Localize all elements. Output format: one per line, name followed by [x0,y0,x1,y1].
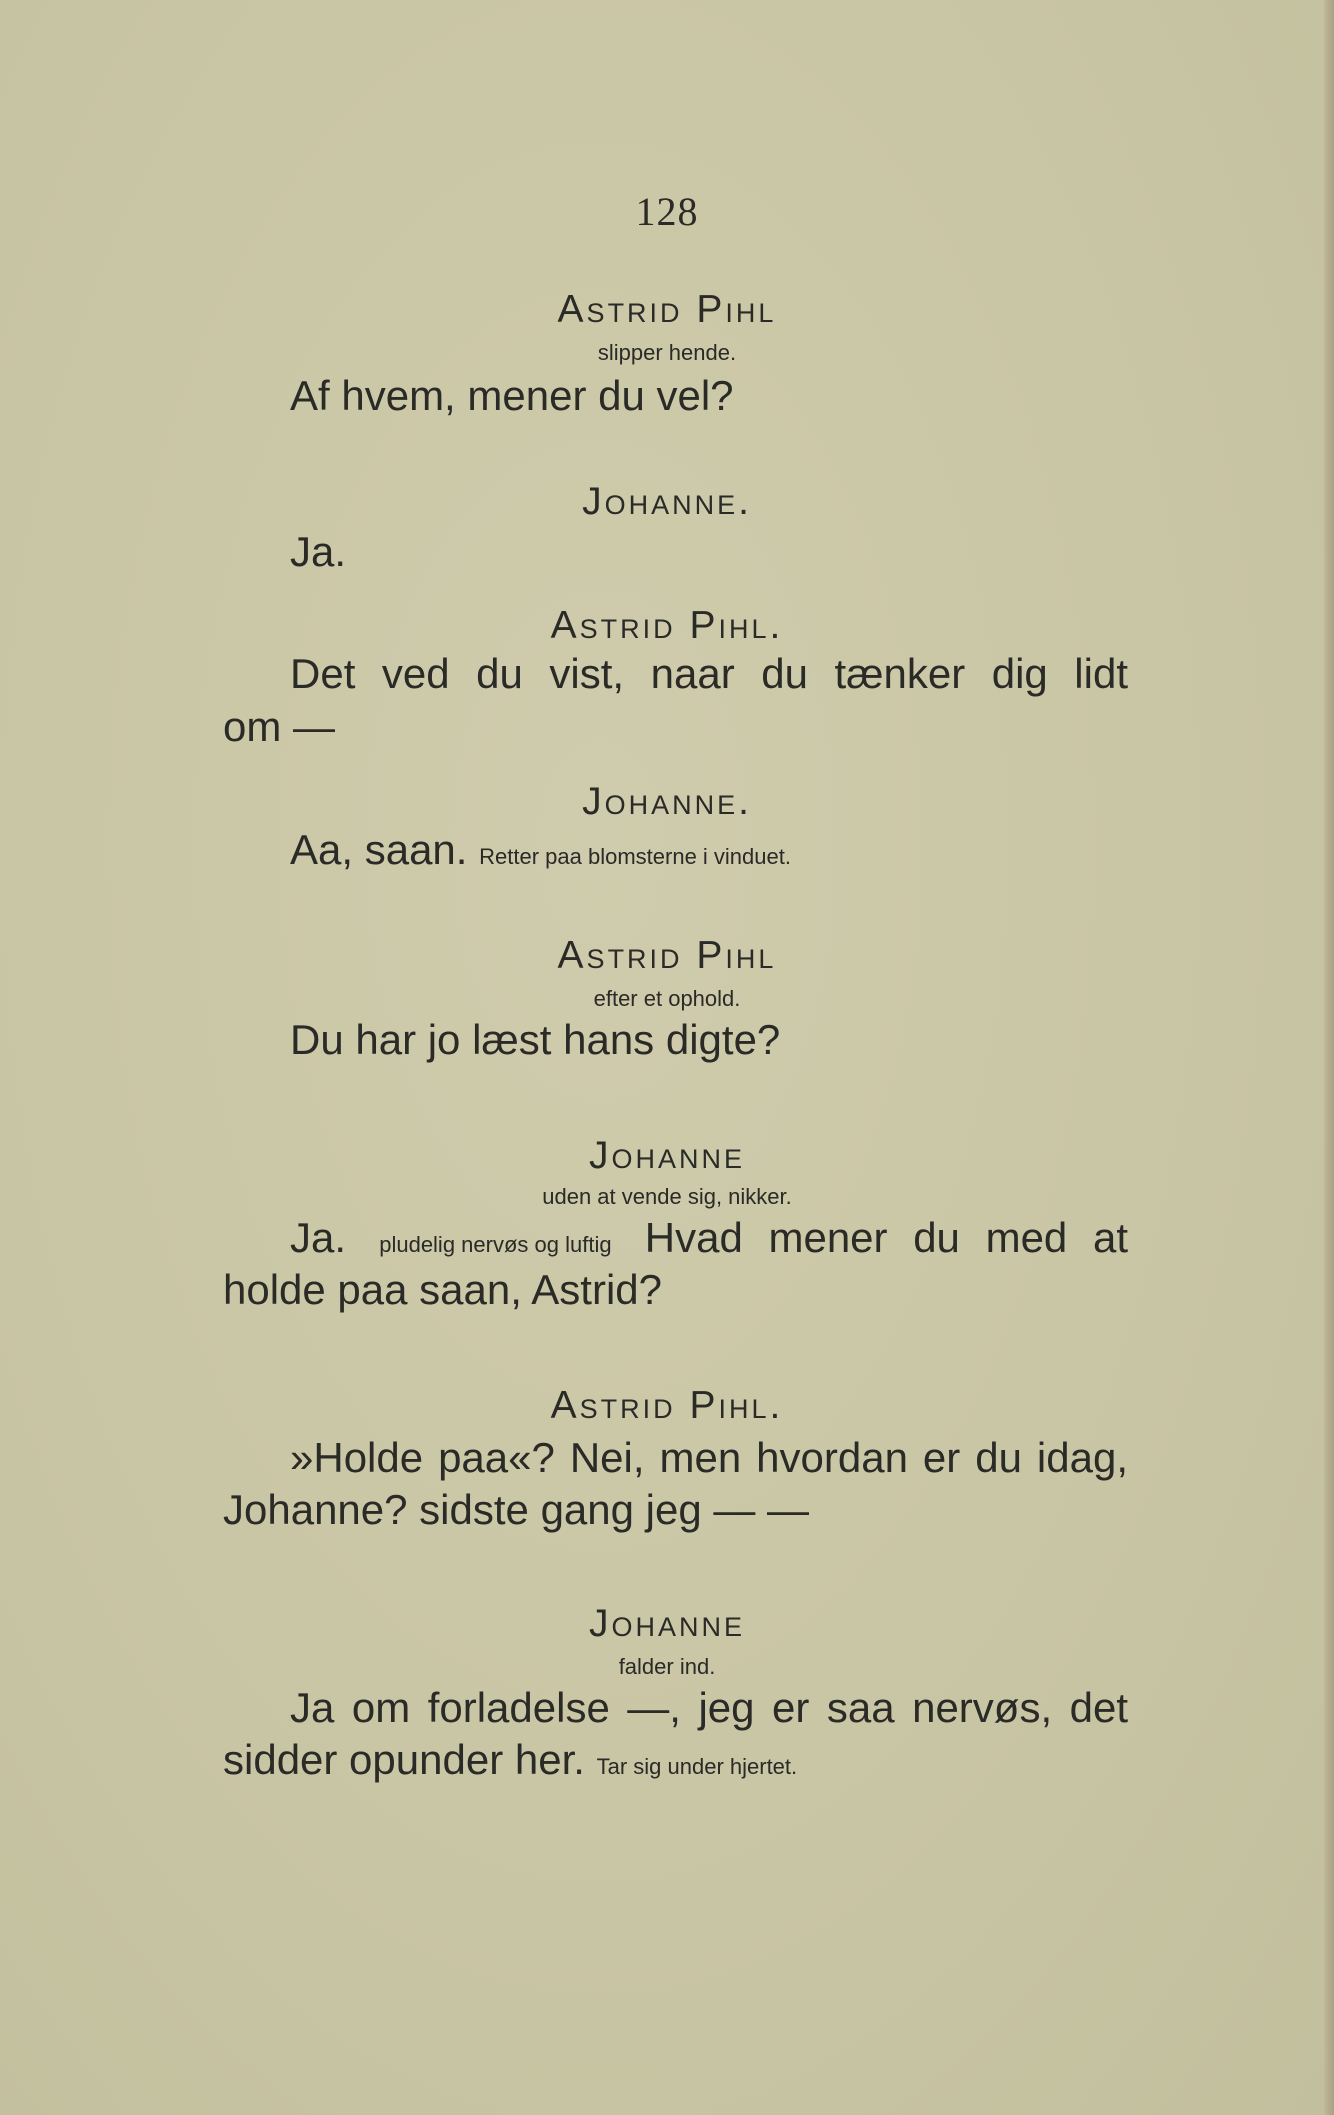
speaker-name: Astrid Pihl. [550,604,784,647]
stage-direction: falder ind. [618,1654,716,1679]
dialogue-text: Hvad mener du med at [644,1214,1128,1261]
dialogue-line: holde paa saan, Astrid? [223,1266,662,1313]
speaker-name: Astrid Pihl [557,288,777,331]
dialogue-line: om — [223,703,336,750]
speaker-name: Astrid Pihl. [550,1384,784,1427]
page-number: 128 [635,189,699,234]
inline-stage-direction: Retter paa blomsterne i vinduet. [479,844,791,869]
inline-stage-direction: pludelig nervøs og luftig [379,1232,612,1257]
dialogue-line: Ja om forladelse —, jeg er saa nervøs, det [290,1684,1128,1731]
dialogue-line: Det ved du vist, naar du tænker dig lidt [290,650,1128,697]
stage-direction: slipper hende. [597,340,737,365]
speaker-name: Johanne. [582,480,752,523]
dialogue-line: Du har jo læst hans digte? [290,1016,781,1063]
dialogue-line [290,1214,1128,1262]
dialogue-text: sidder opunder her. [223,1736,585,1783]
dialogue-line: »Holde paa«? Nei, men hvordan er du idag, [290,1434,1128,1481]
speaker-name: Johanne [588,1602,745,1645]
dialogue-line [290,826,791,874]
stage-direction: efter et ophold. [593,986,741,1011]
stage-direction: uden at vende sig, nikker. [542,1184,792,1209]
dialogue-line: Ja. [290,528,347,575]
speaker-name: Johanne. [582,780,752,823]
dialogue-text: Ja. [290,1214,347,1261]
speaker-name: Johanne [588,1134,745,1177]
dialogue-line [223,1736,797,1784]
speaker-name: Astrid Pihl [557,934,777,977]
dialogue-text: Aa, saan. [290,826,468,873]
dialogue-line: Af hvem, mener du vel? [290,372,734,419]
dialogue-line: Johanne? sidste gang jeg — — [223,1486,810,1533]
inline-stage-direction: Tar sig under hjertet. [596,1754,798,1779]
